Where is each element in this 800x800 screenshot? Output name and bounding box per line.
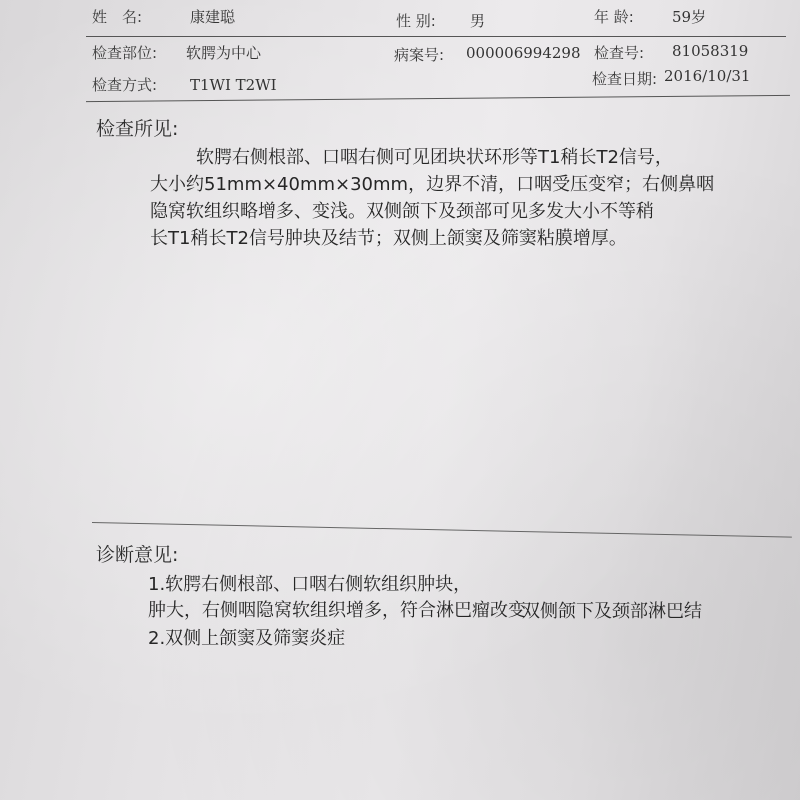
sex-value: 男 — [470, 12, 486, 30]
diagnosis-rule — [92, 522, 792, 538]
exam-no-label: 检查号: — [594, 44, 645, 62]
finding-line-2: 大小约51mm×40mm×30mm，边界不清，口咽受压变窄；右侧鼻咽 — [150, 174, 715, 195]
diagnosis-title: 诊断意见: — [96, 544, 179, 566]
diagnosis-line-1: 1.软腭右侧根部、口咽右侧软组织肿块， — [148, 574, 472, 595]
date-label: 检查日期: — [592, 70, 658, 88]
site-value: 软腭为中心 — [186, 44, 262, 62]
finding-line-1: 软腭右侧根部、口咽右侧可见团块状环形等T1稍长T2信号， — [196, 147, 673, 168]
findings-title: 检查所见: — [96, 118, 179, 140]
age-label: 年 龄: — [594, 8, 634, 26]
name-value: 康建聪 — [190, 8, 236, 26]
finding-line-3: 隐窝软组织略增多、变浅。双侧颌下及颈部可见多发大小不等稍 — [150, 201, 654, 222]
date-value: 2016/10/31 — [664, 67, 751, 85]
finding-line-4: 长T1稍长T2信号肿块及结节；双侧上颌窦及筛窦粘膜增厚。 — [150, 228, 627, 249]
header-rule-2 — [86, 95, 790, 102]
site-label: 检查部位: — [92, 44, 158, 62]
diagnosis-line-3: 2.双侧上颌窦及筛窦炎症 — [148, 628, 346, 649]
diagnosis-line-2: 肿大，右侧咽隐窝软组织增多，符合淋巴瘤改变 — [148, 600, 526, 621]
header-rule-1 — [86, 36, 786, 37]
method-label: 检查方式: — [92, 76, 158, 94]
sex-label: 性 别: — [396, 12, 436, 30]
method-value: T1WI T2WI — [190, 76, 277, 94]
exam-no-value: 81058319 — [672, 42, 749, 60]
age-value: 59岁 — [672, 8, 707, 26]
name-label: 姓 名: — [92, 8, 143, 26]
diagnosis-line-2-tail: 双侧颌下及颈部淋巴结 — [522, 601, 702, 622]
case-label: 病案号: — [394, 46, 445, 64]
case-value: 000006994298 — [466, 44, 581, 62]
